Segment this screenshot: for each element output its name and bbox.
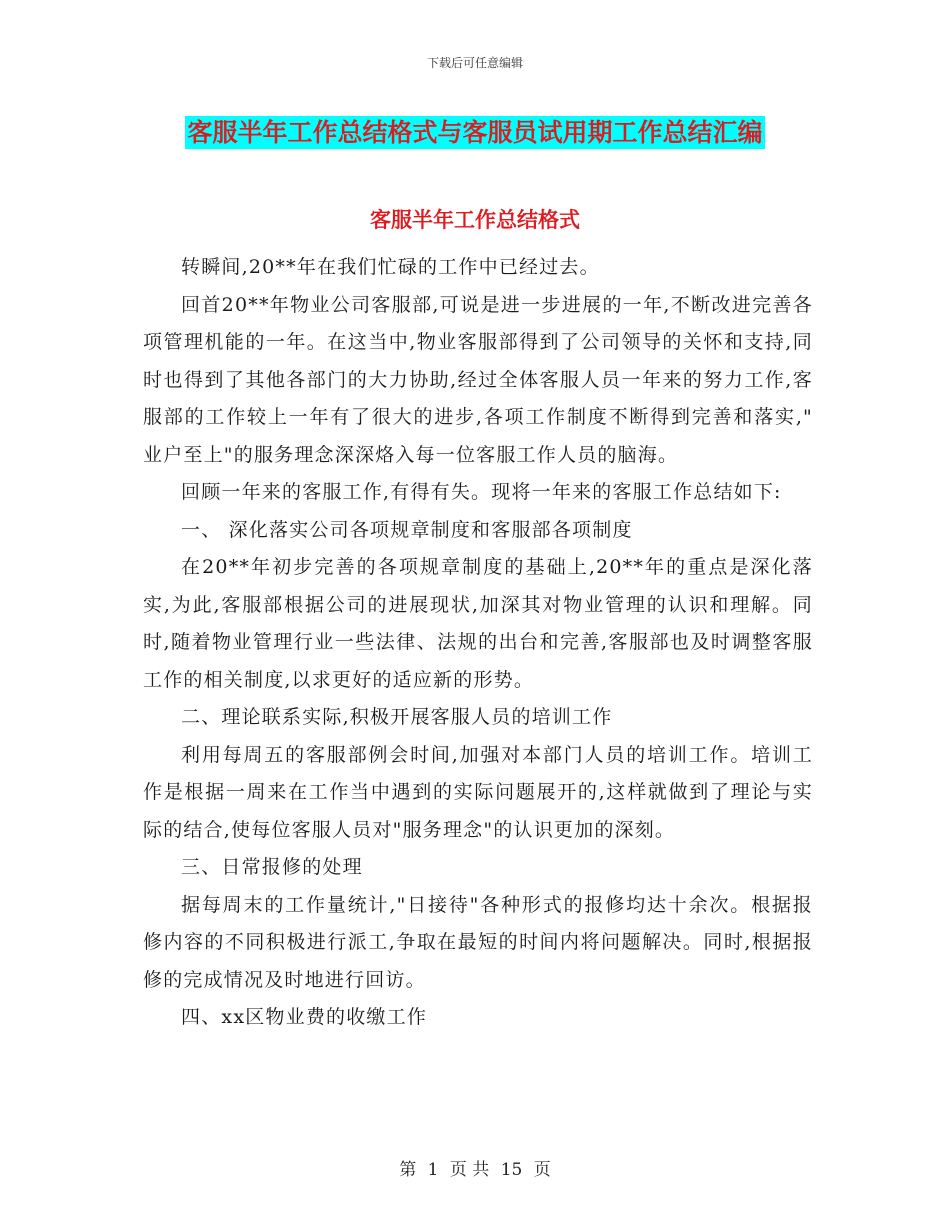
document-title <box>0 113 950 149</box>
paragraph: 回顾一年来的客服工作,有得有失。现将一年来的客服工作总结如下: <box>181 481 782 503</box>
paragraph: 据每周末的工作量统计,"日接待"各种形式的报修均达十余次。根据报修内容的不同积极进行派工,争取在最短的时间内将问题解决。同时,根据报修的完成情况及时地进行回访。 <box>143 893 813 991</box>
heading-item: 一、 深化落实公司各项规章制度和客服部各项制度 <box>181 518 633 541</box>
page-total: 15 <box>500 1160 523 1180</box>
heading-item: 三、日常报修的处理 <box>181 856 363 878</box>
section-title: 客服半年工作总结格式 <box>370 208 580 232</box>
paragraph: 在20**年初步完善的各项规章制度的基础上,20**年的重点是深化落实,为此,客服部根据公司的进展现状,加深其对物业管理的认识和理解。同时,随着物业管理行业一些法律、法规的出台和完善,客服部也及时调整客服工作的相关制度,以求更好的适应新的形势。 <box>143 556 813 691</box>
footer-suffix: 页 <box>533 1160 551 1180</box>
heading-item: 二、理论联系实际,积极开展客服人员的培训工作 <box>181 706 613 728</box>
page-footer <box>0 1155 950 1180</box>
heading-item: 四、xx区物业费的收缴工作 <box>181 1006 428 1028</box>
footer-mid: 页 共 <box>449 1160 490 1180</box>
footer-prefix: 第 <box>399 1160 417 1180</box>
header-note: 下载后可任意编辑 <box>426 56 523 70</box>
document-title-text: 客服半年工作总结格式与客服员试用期工作总结汇编 <box>187 118 763 147</box>
paragraph: 回首20**年物业公司客服部,可说是进一步进展的一年,不断改进完善各项管理机能的一年。在这当中,物业客服部得到了公司领导的关怀和支持,同时也得到了其他各部门的大力协助,经过全体客服人员一年来的努力工作,客服部的工作较上一年有了很大的进步,各项工作制度不断得到完善和落实," 业户至上"的服务理念深深烙入每一位客服工作人员的脑海。 <box>143 293 813 466</box>
paragraph: 利用每周五的客服部例会时间,加强对本部门人员的培训工作。培训工作是根据一周来在工作当中遇到的实际问题展开的,这样就做到了理论与实际的结合,使每位客服人员对"服务理念"的认识更加的深刻。 <box>143 743 813 841</box>
page-number: 1 <box>427 1160 439 1180</box>
paragraph: 转瞬间,20**年在我们忙碌的工作中已经过去。 <box>181 256 600 278</box>
document-body <box>143 249 813 1037</box>
